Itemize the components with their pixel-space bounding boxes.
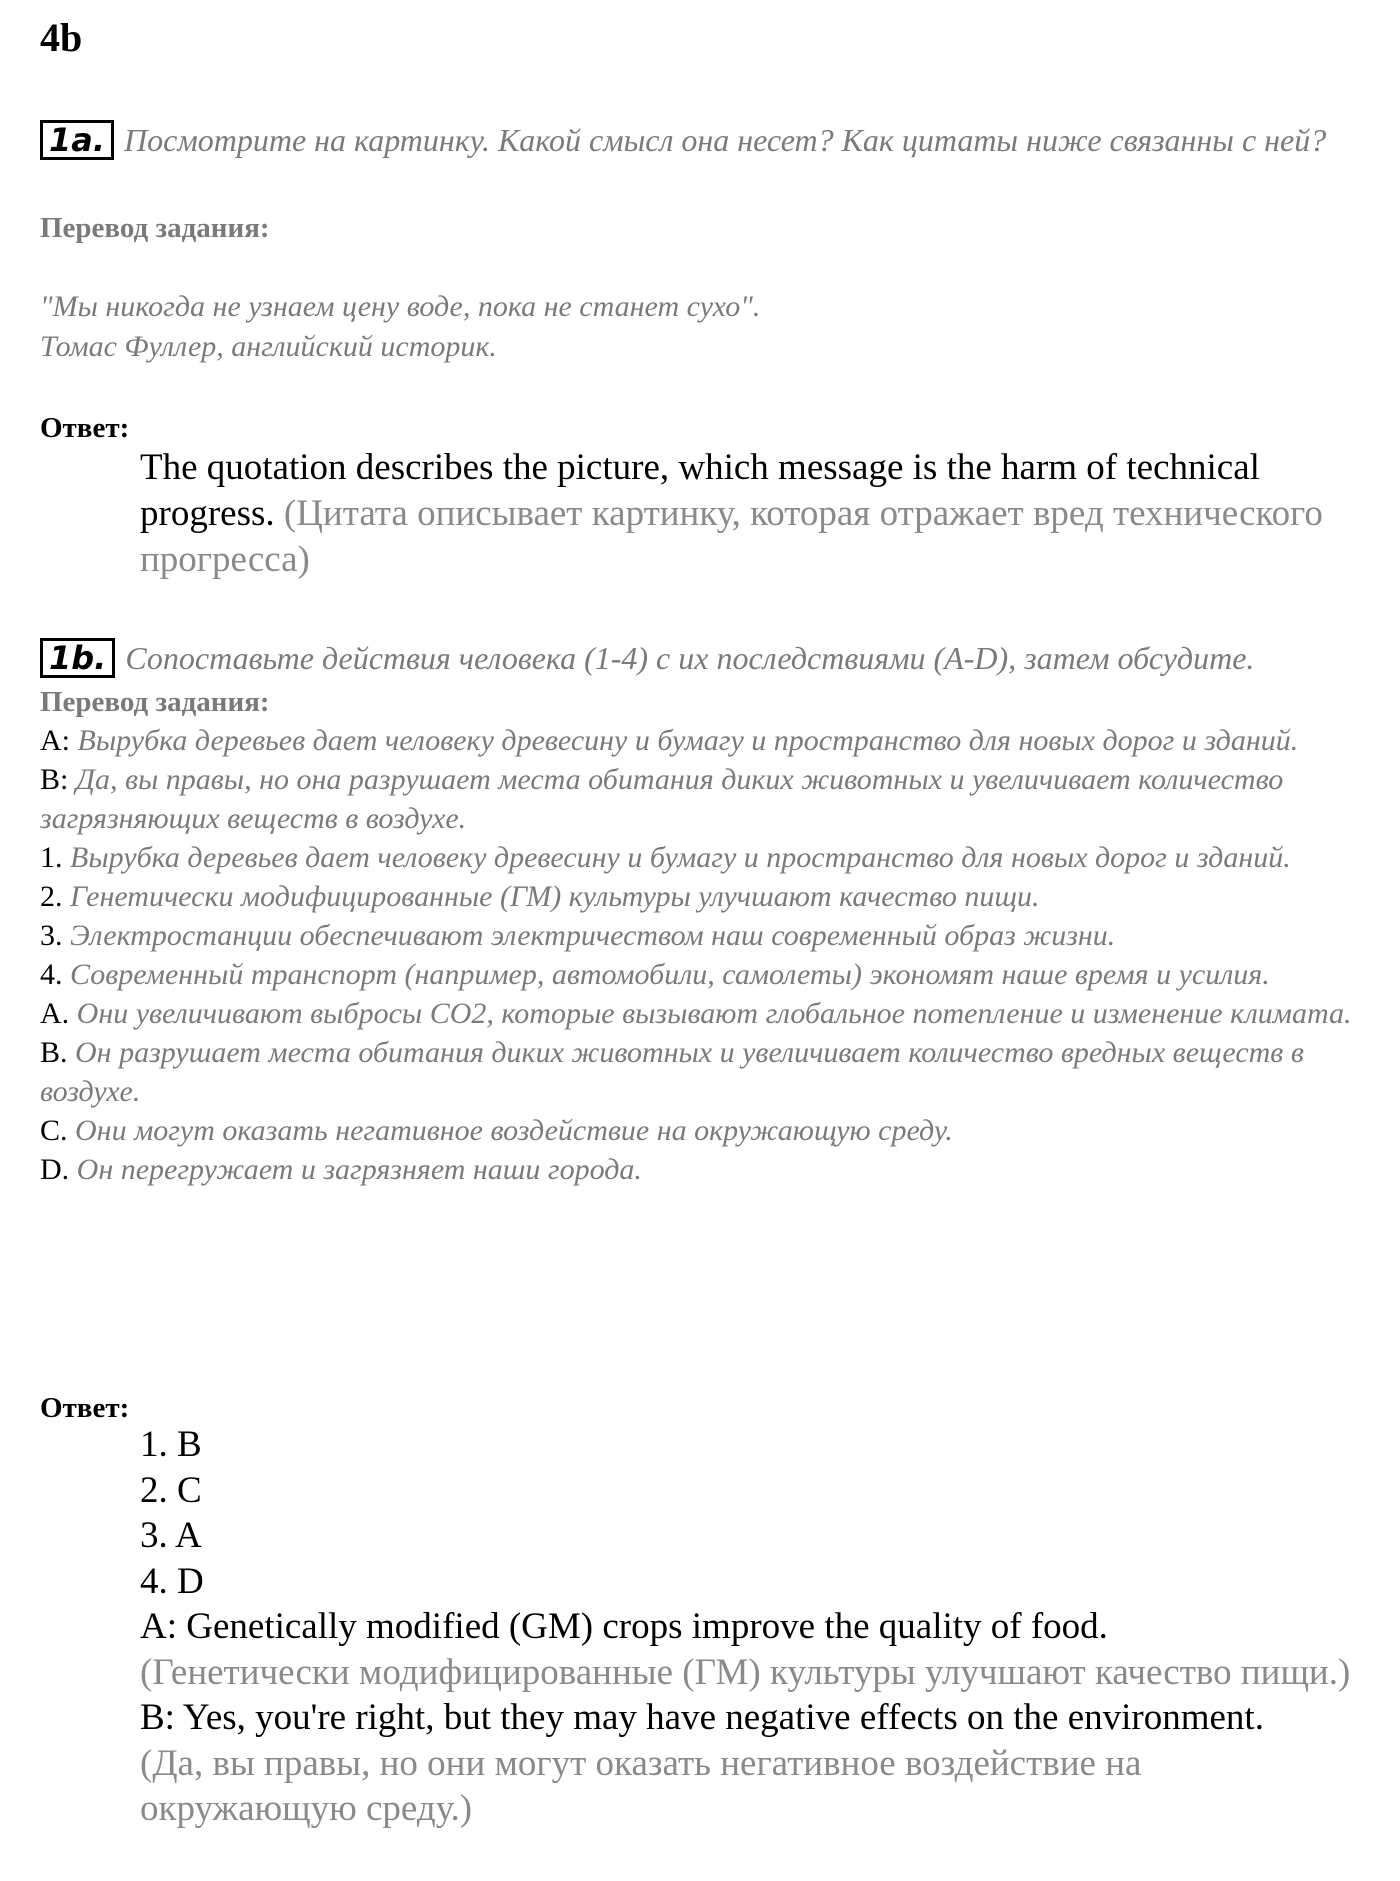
list-item: 2. Генетически модифицированные (ГМ) культуры улучшают качество пищи.: [40, 880, 1040, 913]
answer-1a-ru: (Цитата описывает картинку, которая отражает вред технического прогресса): [140, 493, 1323, 580]
answer-pair: 3. A: [140, 1515, 202, 1556]
list-item: B: Да, вы правы, но она разрушает места обитания диких животных и увеличивает количество загрязняющих веществ в воздухе.: [40, 763, 1284, 835]
quote-line-1: "Мы никогда не узнаем цену воде, пока не станет сухо".: [40, 290, 761, 323]
answer-1a: [140, 445, 1360, 583]
list-item: 4. Современный транспорт (например, автомобили, самолеты) экономят наше время и усилия.: [40, 958, 1270, 991]
answer-pair: 4. D: [140, 1560, 204, 1602]
list-item: A. Они увеличивают выбросы CO2, которые вызывают глобальное потепление и изменение климата.: [40, 997, 1352, 1030]
list-item: A: Вырубка деревьев дает человеку древесину и бумагу и пространство для новых дорог и зданий.: [40, 724, 1299, 757]
list-item: 3. Электростанции обеспечивают электричеством наш современный образ жизни.: [40, 919, 1116, 952]
dialog-b-ru: (Да, вы правы, но они могут оказать негативное воздействие на окружающую среду.): [140, 1742, 1142, 1829]
answer-1b: [140, 1422, 1360, 1832]
dialog-a-ru: (Генетически модифицированные (ГМ) культуры улучшают качество пищи.): [140, 1651, 1351, 1693]
task-1a-text: Посмотрите на картинку. Какой смысл она несет? Как цитаты ниже связанны с ней?: [124, 122, 1327, 158]
list-item: 1. Вырубка деревьев дает человеку древесину и бумагу и пространство для новых дорог и зданий.: [40, 841, 1291, 874]
answer-header-1b: Ответ:: [40, 1392, 130, 1424]
answer-header-1a: Ответ:: [40, 412, 130, 444]
list-item: B. Он разрушает места обитания диких животных и увеличивает количество вредных веществ в воздухе.: [40, 1036, 1304, 1108]
translation-header-1b: Перевод задания:: [40, 686, 270, 718]
task-1b: [40, 638, 1360, 678]
list-item: C. Они могут оказать негативное воздействие на окружающую среду.: [40, 1114, 953, 1147]
dialog-b-en: B: Yes, you're right, but they may have negative effects on the environment.: [140, 1697, 1264, 1738]
dialog-a-en: A: Genetically modified (GM) crops improve the quality of food.: [140, 1606, 1108, 1647]
task-1a: [40, 120, 1360, 160]
page-title: 4b: [40, 15, 83, 60]
answer-pair: 2. C: [140, 1469, 202, 1511]
task-1b-text: Сопоставьте действия человека (1-4) с их последствиями (A-D), затем обсудите.: [125, 640, 1255, 676]
list-item: D. Он перегружает и загрязняет наши города.: [40, 1153, 642, 1186]
exercise-badge-1b: 1b.: [40, 638, 115, 678]
translation-header-1a: Перевод задания:: [40, 212, 270, 244]
exercise-badge-1a: 1a.: [40, 120, 114, 160]
matching-list: [40, 721, 1360, 1189]
answer-pair: 1. B: [140, 1424, 202, 1465]
answer-1a-en: The quotation describes the picture, which message is the harm of technical progress.: [140, 447, 1260, 534]
quote-line-2: Томас Фуллер, английский историк.: [40, 330, 497, 363]
